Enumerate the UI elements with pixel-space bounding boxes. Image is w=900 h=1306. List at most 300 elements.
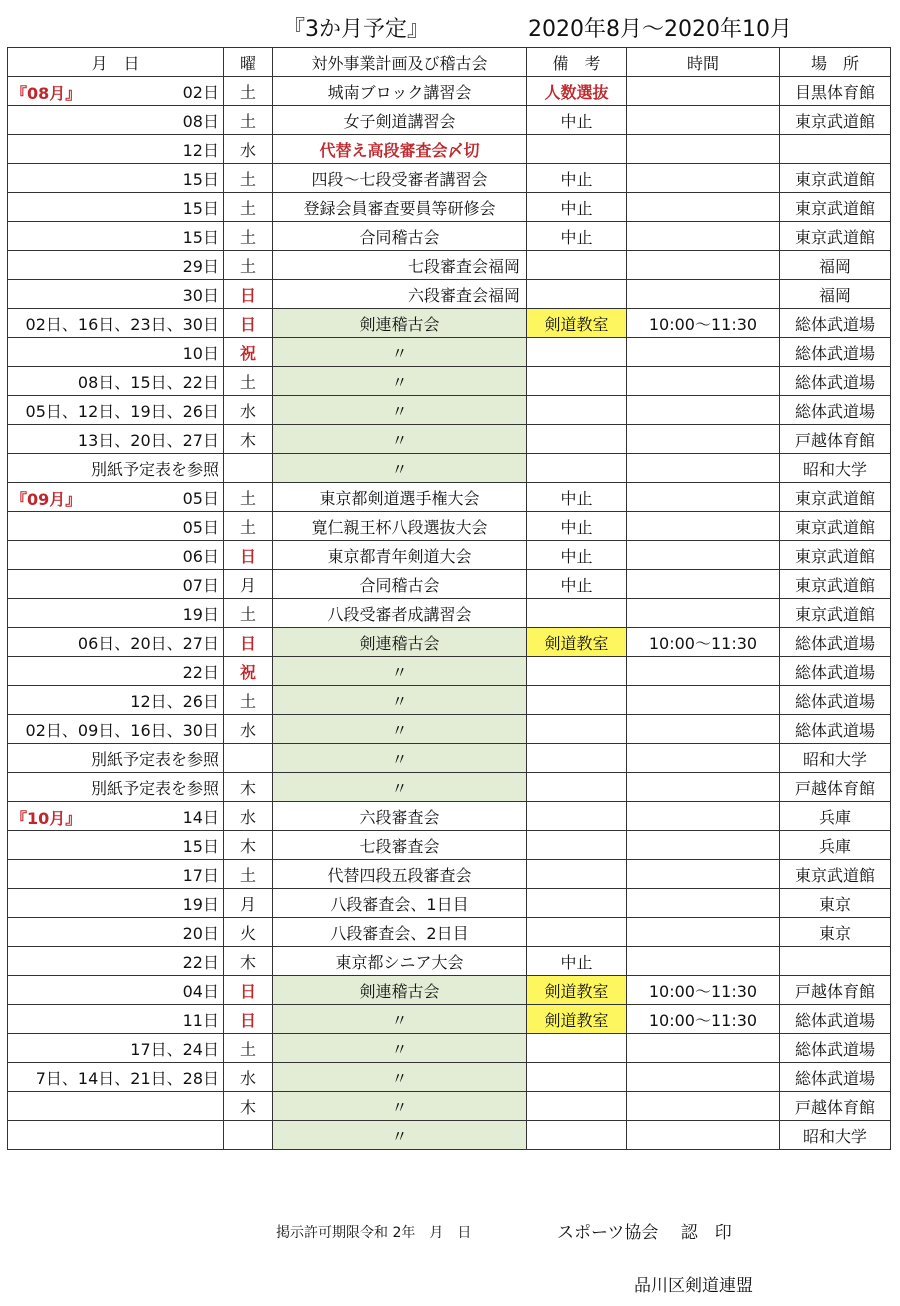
cell-weekday: 月 [224, 889, 273, 918]
cell-weekday: 日 [224, 628, 273, 657]
date-text: 7日、14日、21日、28日 [35, 1068, 219, 1088]
cell-date [8, 715, 224, 744]
cell-weekday: 水 [224, 135, 273, 164]
cell-time [627, 657, 780, 686]
cell-weekday: 木 [224, 1092, 273, 1121]
cell-note [527, 1121, 627, 1150]
table-row [8, 367, 891, 396]
month-marker: 『09月』 [11, 490, 82, 509]
cell-time [627, 918, 780, 947]
date-text: 05日、12日、19日、26日 [25, 401, 219, 421]
cell-time [627, 1034, 780, 1063]
date-text: 02日、16日、23日、30日 [25, 314, 219, 334]
cell-place [780, 947, 891, 976]
cell-weekday [224, 1121, 273, 1150]
cell-weekday: 土 [224, 483, 273, 512]
cell-place: 総体武道場 [780, 338, 891, 367]
cell-note: 剣道教室 [527, 1005, 627, 1034]
cell-date [8, 135, 224, 164]
cell-date [8, 164, 224, 193]
date-text: 04日 [182, 981, 219, 1001]
cell-time [627, 715, 780, 744]
header-time: 時間 [627, 48, 780, 77]
cell-event: 〃 [273, 396, 527, 425]
cell-event: 〃 [273, 773, 527, 802]
header-event: 対外事業計画及び稽古会 [273, 48, 527, 77]
cell-date [8, 628, 224, 657]
table-row [8, 193, 891, 222]
schedule-body [8, 77, 891, 1150]
cell-weekday: 木 [224, 773, 273, 802]
cell-place: 東京 [780, 889, 891, 918]
cell-date [8, 686, 224, 715]
cell-note [527, 367, 627, 396]
date-text: 06日、20日、27日 [77, 633, 219, 653]
cell-event: 八段審査会、1日目 [273, 889, 527, 918]
cell-note: 中止 [527, 570, 627, 599]
title-main: 『3か月予定』 [283, 17, 429, 42]
cell-weekday: 土 [224, 106, 273, 135]
cell-weekday: 祝 [224, 338, 273, 367]
table-row [8, 251, 891, 280]
cell-time [627, 570, 780, 599]
cell-date [8, 193, 224, 222]
date-text: 15日 [182, 227, 219, 247]
cell-date [8, 309, 224, 338]
cell-date [8, 599, 224, 628]
cell-note: 中止 [527, 106, 627, 135]
date-text: 02日、09日、16日、30日 [25, 720, 219, 740]
cell-weekday: 水 [224, 396, 273, 425]
cell-note [527, 1092, 627, 1121]
cell-note: 中止 [527, 222, 627, 251]
cell-date [8, 106, 224, 135]
cell-note [527, 773, 627, 802]
cell-place: 東京武道館 [780, 222, 891, 251]
cell-event: 寛仁親王杯八段選抜大会 [273, 512, 527, 541]
cell-time [627, 164, 780, 193]
cell-weekday: 土 [224, 512, 273, 541]
cell-time: 10:00～11:30 [627, 1005, 780, 1034]
cell-time: 10:00～11:30 [627, 976, 780, 1005]
cell-event: 〃 [273, 1005, 527, 1034]
cell-date [8, 947, 224, 976]
table-row [8, 889, 891, 918]
cell-event: 六段審査会 [273, 802, 527, 831]
date-text: 06日 [182, 546, 219, 566]
cell-event: 剣連稽古会 [273, 628, 527, 657]
cell-event: 東京都剣道選手権大会 [273, 483, 527, 512]
cell-weekday: 木 [224, 425, 273, 454]
cell-place: 総体武道場 [780, 628, 891, 657]
cell-event: 八段受審者成講習会 [273, 599, 527, 628]
table-row [8, 918, 891, 947]
cell-time [627, 599, 780, 628]
cell-weekday: 日 [224, 1005, 273, 1034]
cell-time [627, 947, 780, 976]
cell-time [627, 1063, 780, 1092]
table-row [8, 657, 891, 686]
cell-note: 剣道教室 [527, 309, 627, 338]
table-row [8, 744, 891, 773]
cell-weekday: 水 [224, 1063, 273, 1092]
cell-date [8, 1063, 224, 1092]
cell-event: 登録会員審査要員等研修会 [273, 193, 527, 222]
cell-event: 〃 [273, 454, 527, 483]
cell-weekday: 土 [224, 77, 273, 106]
date-text: 19日 [182, 604, 219, 624]
cell-date [8, 889, 224, 918]
cell-place: 総体武道場 [780, 657, 891, 686]
cell-weekday: 木 [224, 947, 273, 976]
cell-date [8, 425, 224, 454]
cell-event: 〃 [273, 1034, 527, 1063]
cell-note [527, 802, 627, 831]
month-marker: 『10月』 [11, 809, 82, 828]
date-text: 13日、20日、27日 [77, 430, 219, 450]
cell-place: 東京武道館 [780, 860, 891, 889]
cell-time [627, 367, 780, 396]
cell-event: 〃 [273, 657, 527, 686]
cell-place: 東京武道館 [780, 599, 891, 628]
cell-date [8, 860, 224, 889]
cell-place: 戸越体育館 [780, 773, 891, 802]
cell-event: 〃 [273, 715, 527, 744]
cell-date [8, 1034, 224, 1063]
cell-weekday: 土 [224, 251, 273, 280]
cell-date [8, 512, 224, 541]
title-period: 2020年8月～2020年10月 [528, 17, 792, 42]
table-row [8, 1063, 891, 1092]
date-text: 14日 [182, 807, 219, 827]
table-row [8, 802, 891, 831]
cell-note: 中止 [527, 512, 627, 541]
cell-note: 中止 [527, 483, 627, 512]
table-row [8, 947, 891, 976]
federation-name: 品川区剣道連盟 [634, 1276, 753, 1296]
cell-weekday: 日 [224, 976, 273, 1005]
date-text: 30日 [182, 285, 219, 305]
cell-place: 総体武道場 [780, 1063, 891, 1092]
cell-event: 〃 [273, 744, 527, 773]
cell-place: 戸越体育館 [780, 976, 891, 1005]
table-row [8, 338, 891, 367]
cell-place: 総体武道場 [780, 1005, 891, 1034]
date-text: 22日 [182, 662, 219, 682]
table-row [8, 425, 891, 454]
cell-place: 福岡 [780, 251, 891, 280]
date-text: 05日 [182, 488, 219, 508]
cell-note [527, 918, 627, 947]
cell-time [627, 541, 780, 570]
cell-event: 七段審査会福岡 [273, 251, 527, 280]
table-row [8, 1121, 891, 1150]
cell-event: 剣連稽古会 [273, 309, 527, 338]
cell-date [8, 77, 224, 106]
cell-event: 代替え高段審査会〆切 [273, 135, 527, 164]
cell-date [8, 976, 224, 1005]
cell-weekday: 土 [224, 686, 273, 715]
cell-note [527, 860, 627, 889]
permission-text: 掲示許可期限令和 2年 月 日 [276, 1225, 472, 1241]
cell-time [627, 106, 780, 135]
cell-event: 剣連稽古会 [273, 976, 527, 1005]
table-row [8, 309, 891, 338]
cell-time [627, 512, 780, 541]
cell-note [527, 686, 627, 715]
cell-place: 総体武道場 [780, 715, 891, 744]
cell-time [627, 483, 780, 512]
cell-place: 東京 [780, 918, 891, 947]
cell-note [527, 425, 627, 454]
cell-time [627, 193, 780, 222]
cell-weekday: 日 [224, 280, 273, 309]
cell-note: 中止 [527, 193, 627, 222]
cell-date [8, 251, 224, 280]
cell-note [527, 1034, 627, 1063]
cell-date [8, 367, 224, 396]
cell-date [8, 802, 224, 831]
cell-place: 東京武道館 [780, 483, 891, 512]
table-row [8, 280, 891, 309]
cell-event: 城南ブロック講習会 [273, 77, 527, 106]
table-row [8, 135, 891, 164]
cell-place: 東京武道館 [780, 512, 891, 541]
cell-place: 東京武道館 [780, 164, 891, 193]
cell-date [8, 831, 224, 860]
footer-permission-line [0, 1218, 900, 1248]
cell-note: 中止 [527, 164, 627, 193]
date-text: 17日 [182, 865, 219, 885]
cell-note [527, 889, 627, 918]
table-row [8, 570, 891, 599]
cell-date [8, 1005, 224, 1034]
cell-place: 東京武道館 [780, 541, 891, 570]
cell-place: 昭和大学 [780, 454, 891, 483]
cell-place: 目黒体育館 [780, 77, 891, 106]
cell-event: 女子剣道講習会 [273, 106, 527, 135]
date-text: 20日 [182, 923, 219, 943]
table-row [8, 541, 891, 570]
cell-event: 八段審査会、2日目 [273, 918, 527, 947]
cell-time [627, 1092, 780, 1121]
header-note: 備 考 [527, 48, 627, 77]
cell-date [8, 338, 224, 367]
cell-event: 〃 [273, 425, 527, 454]
date-text: 17日、24日 [130, 1039, 219, 1059]
date-text: 10日 [182, 343, 219, 363]
cell-place: 総体武道場 [780, 367, 891, 396]
cell-event: 〃 [273, 1063, 527, 1092]
cell-place: 総体武道場 [780, 686, 891, 715]
document-title [0, 8, 900, 42]
cell-time [627, 135, 780, 164]
schedule-table [7, 47, 891, 1150]
table-row [8, 454, 891, 483]
date-text: 15日 [182, 836, 219, 856]
cell-place: 総体武道場 [780, 396, 891, 425]
cell-date [8, 570, 224, 599]
cell-weekday: 土 [224, 1034, 273, 1063]
date-text: 08日、15日、22日 [77, 372, 219, 392]
cell-date [8, 773, 224, 802]
cell-place: 総体武道場 [780, 309, 891, 338]
table-row [8, 976, 891, 1005]
cell-weekday: 土 [224, 164, 273, 193]
date-text: 02日 [182, 82, 219, 102]
date-text: 29日 [182, 256, 219, 276]
association-stamp-text: スポーツ協会 認 印 [557, 1223, 732, 1243]
table-row [8, 164, 891, 193]
cell-note [527, 396, 627, 425]
table-row [8, 628, 891, 657]
date-text: 別紙予定表を参照 [90, 749, 219, 769]
cell-event: 〃 [273, 1092, 527, 1121]
cell-weekday [224, 744, 273, 773]
table-row [8, 715, 891, 744]
table-row [8, 1005, 891, 1034]
cell-place: 東京武道館 [780, 106, 891, 135]
cell-weekday: 土 [224, 860, 273, 889]
table-row [8, 860, 891, 889]
date-text: 05日 [182, 517, 219, 537]
table-row [8, 77, 891, 106]
cell-note: 人数選抜 [527, 77, 627, 106]
cell-place [780, 135, 891, 164]
cell-time: 10:00～11:30 [627, 628, 780, 657]
cell-note [527, 831, 627, 860]
cell-time [627, 686, 780, 715]
cell-weekday: 土 [224, 222, 273, 251]
cell-date [8, 657, 224, 686]
header-weekday: 曜 [224, 48, 273, 77]
cell-date [8, 744, 224, 773]
cell-note [527, 338, 627, 367]
cell-event: 六段審査会福岡 [273, 280, 527, 309]
cell-event: 〃 [273, 1121, 527, 1150]
cell-place: 昭和大学 [780, 1121, 891, 1150]
cell-note [527, 454, 627, 483]
cell-event: 四段～七段受審者講習会 [273, 164, 527, 193]
cell-event: 七段審査会 [273, 831, 527, 860]
cell-time: 10:00～11:30 [627, 309, 780, 338]
cell-event: 〃 [273, 367, 527, 396]
cell-date [8, 918, 224, 947]
cell-date [8, 222, 224, 251]
cell-note [527, 599, 627, 628]
cell-note [527, 657, 627, 686]
cell-time [627, 454, 780, 483]
cell-date [8, 483, 224, 512]
table-header-row [8, 48, 891, 77]
date-text: 08日 [182, 111, 219, 131]
cell-time [627, 860, 780, 889]
table-row [8, 106, 891, 135]
cell-weekday: 水 [224, 802, 273, 831]
cell-time [627, 1121, 780, 1150]
cell-weekday: 日 [224, 309, 273, 338]
cell-time [627, 744, 780, 773]
cell-weekday: 土 [224, 599, 273, 628]
cell-note: 中止 [527, 947, 627, 976]
cell-weekday: 土 [224, 367, 273, 396]
cell-time [627, 396, 780, 425]
cell-weekday: 日 [224, 541, 273, 570]
cell-note: 中止 [527, 541, 627, 570]
cell-place: 戸越体育館 [780, 1092, 891, 1121]
cell-note [527, 135, 627, 164]
cell-weekday: 祝 [224, 657, 273, 686]
date-text: 12日 [182, 140, 219, 160]
cell-time [627, 425, 780, 454]
date-text: 12日、26日 [130, 691, 219, 711]
cell-place: 福岡 [780, 280, 891, 309]
cell-place: 戸越体育館 [780, 425, 891, 454]
date-text: 別紙予定表を参照 [90, 778, 219, 798]
table-row [8, 396, 891, 425]
cell-weekday [224, 454, 273, 483]
cell-time [627, 77, 780, 106]
table-row [8, 599, 891, 628]
cell-time [627, 222, 780, 251]
date-text: 11日 [182, 1010, 219, 1030]
cell-date [8, 1121, 224, 1150]
cell-place: 東京武道館 [780, 193, 891, 222]
cell-note: 剣道教室 [527, 628, 627, 657]
cell-event: 合同稽古会 [273, 570, 527, 599]
cell-note [527, 251, 627, 280]
table-row [8, 773, 891, 802]
cell-place: 兵庫 [780, 831, 891, 860]
cell-time [627, 280, 780, 309]
cell-time [627, 773, 780, 802]
cell-note [527, 715, 627, 744]
cell-date [8, 454, 224, 483]
cell-event: 〃 [273, 338, 527, 367]
cell-weekday: 月 [224, 570, 273, 599]
date-text: 19日 [182, 894, 219, 914]
date-text: 15日 [182, 198, 219, 218]
cell-event: 合同稽古会 [273, 222, 527, 251]
table-row [8, 1092, 891, 1121]
table-row [8, 1034, 891, 1063]
cell-place: 昭和大学 [780, 744, 891, 773]
cell-note [527, 744, 627, 773]
month-marker: 『08月』 [11, 84, 82, 103]
cell-event: 〃 [273, 686, 527, 715]
header-date: 月 日 [8, 48, 224, 77]
cell-date [8, 1092, 224, 1121]
cell-note [527, 1063, 627, 1092]
date-text: 22日 [182, 952, 219, 972]
cell-note: 剣道教室 [527, 976, 627, 1005]
cell-place: 総体武道場 [780, 1034, 891, 1063]
cell-weekday: 木 [224, 831, 273, 860]
table-row [8, 483, 891, 512]
cell-weekday: 土 [224, 193, 273, 222]
table-row [8, 686, 891, 715]
cell-time [627, 802, 780, 831]
date-text: 07日 [182, 575, 219, 595]
cell-place: 東京武道館 [780, 570, 891, 599]
cell-weekday: 水 [224, 715, 273, 744]
cell-event: 代替四段五段審査会 [273, 860, 527, 889]
cell-date [8, 280, 224, 309]
table-row [8, 222, 891, 251]
date-text: 15日 [182, 169, 219, 189]
cell-time [627, 251, 780, 280]
cell-date [8, 541, 224, 570]
